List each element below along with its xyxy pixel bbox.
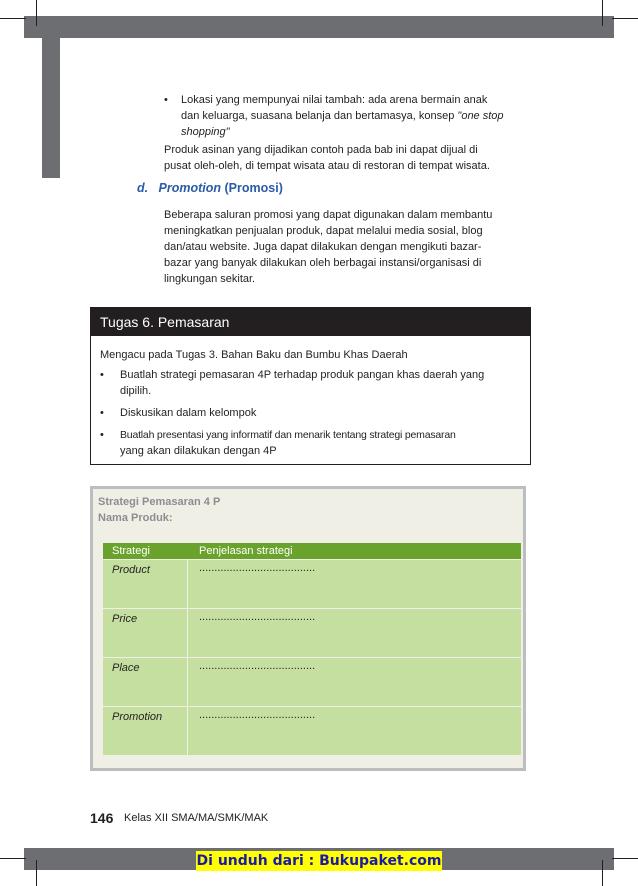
paragraph-line: pusat oleh-oleh, di tempat wisata atau di restoran di tempat wisata. xyxy=(164,160,490,172)
worksheet-title: Strategi Pemasaran 4 P xyxy=(98,496,221,508)
top-frame-band xyxy=(24,16,614,38)
crop-mark xyxy=(612,18,638,19)
paragraph-line: dan/atau website. Juga dapat dilakukan dengan mengikuti bazar- xyxy=(164,241,482,253)
left-frame-band xyxy=(42,38,60,178)
task-item: Buatlah strategi pemasaran 4P terhadap produk pangan khas daerah yang xyxy=(120,369,485,381)
table-row xyxy=(103,658,521,706)
crop-mark xyxy=(36,860,37,886)
paragraph-line: meningkatkan penjualan produk, dapat melalui media sosial, blog xyxy=(164,225,483,237)
table-row xyxy=(103,609,521,657)
crop-mark xyxy=(602,860,603,886)
strategy-cell: Promotion xyxy=(103,707,187,755)
download-banner[interactable]: Di unduh dari : Bukupaket.com xyxy=(196,853,442,869)
task-item: yang akan dilakukan dengan 4P xyxy=(120,445,277,457)
page-number: 146 xyxy=(90,810,114,826)
bullet-dot: • xyxy=(164,94,168,106)
task-item: Buatlah presentasi yang informatif dan menarik tentang strategi pemasaran xyxy=(120,429,456,441)
section-heading: d. Promotion (Promosi) xyxy=(137,181,283,195)
paragraph-line: lingkungan sekitar. xyxy=(164,273,256,285)
bullet-line: Lokasi yang mempunyai nilai tambah: ada arena bermain anak xyxy=(181,94,488,106)
crop-mark xyxy=(0,18,26,19)
task-item: dipilih. xyxy=(120,385,152,397)
bullet-line: shopping" xyxy=(181,126,230,138)
explanation-field[interactable]: ...................................... xyxy=(188,560,521,608)
crop-mark xyxy=(612,858,638,859)
strategy-cell: Price xyxy=(103,609,187,657)
explanation-field[interactable]: ...................................... xyxy=(188,658,521,706)
task-box xyxy=(90,307,531,465)
paragraph-line: Produk asinan yang dijadikan contoh pada bab ini dapat dijual di xyxy=(164,144,478,156)
strategy-table xyxy=(103,543,521,755)
crop-mark xyxy=(36,0,37,26)
crop-mark xyxy=(602,0,603,26)
paragraph-line: bazar yang banyak dilakukan oleh berbagai instansi/organisasi di xyxy=(164,257,482,269)
bullet-dot: • xyxy=(100,429,104,441)
table-header xyxy=(103,543,521,559)
paragraph-line: Beberapa saluran promosi yang dapat digunakan dalam membantu xyxy=(164,209,493,221)
explanation-field[interactable]: ...................................... xyxy=(188,609,521,657)
task-intro: Mengacu pada Tugas 3. Bahan Baku dan Bumbu Khas Daerah xyxy=(100,349,408,361)
strategy-cell: Product xyxy=(103,560,187,608)
crop-mark xyxy=(0,858,26,859)
column-header-explanation: Penjelasan strategi xyxy=(199,545,293,557)
bullet-line: dan keluarga, suasana belanja dan bertamasya, konsep "one stop xyxy=(181,110,504,122)
column-header-strategy: Strategi xyxy=(112,545,150,557)
task-title: Tugas 6. Pemasaran xyxy=(91,308,530,336)
strategy-cell: Place xyxy=(103,658,187,706)
task-item: Diskusikan dalam kelompok xyxy=(120,407,257,419)
table-row xyxy=(103,560,521,608)
strategy-worksheet xyxy=(90,486,526,771)
explanation-field[interactable]: ...................................... xyxy=(188,707,521,755)
table-row xyxy=(103,707,521,755)
product-name-label: Nama Produk: xyxy=(98,512,173,524)
book-title: Kelas XII SMA/MA/SMK/MAK xyxy=(124,812,269,824)
bullet-dot: • xyxy=(100,369,104,381)
bullet-dot: • xyxy=(100,407,104,419)
